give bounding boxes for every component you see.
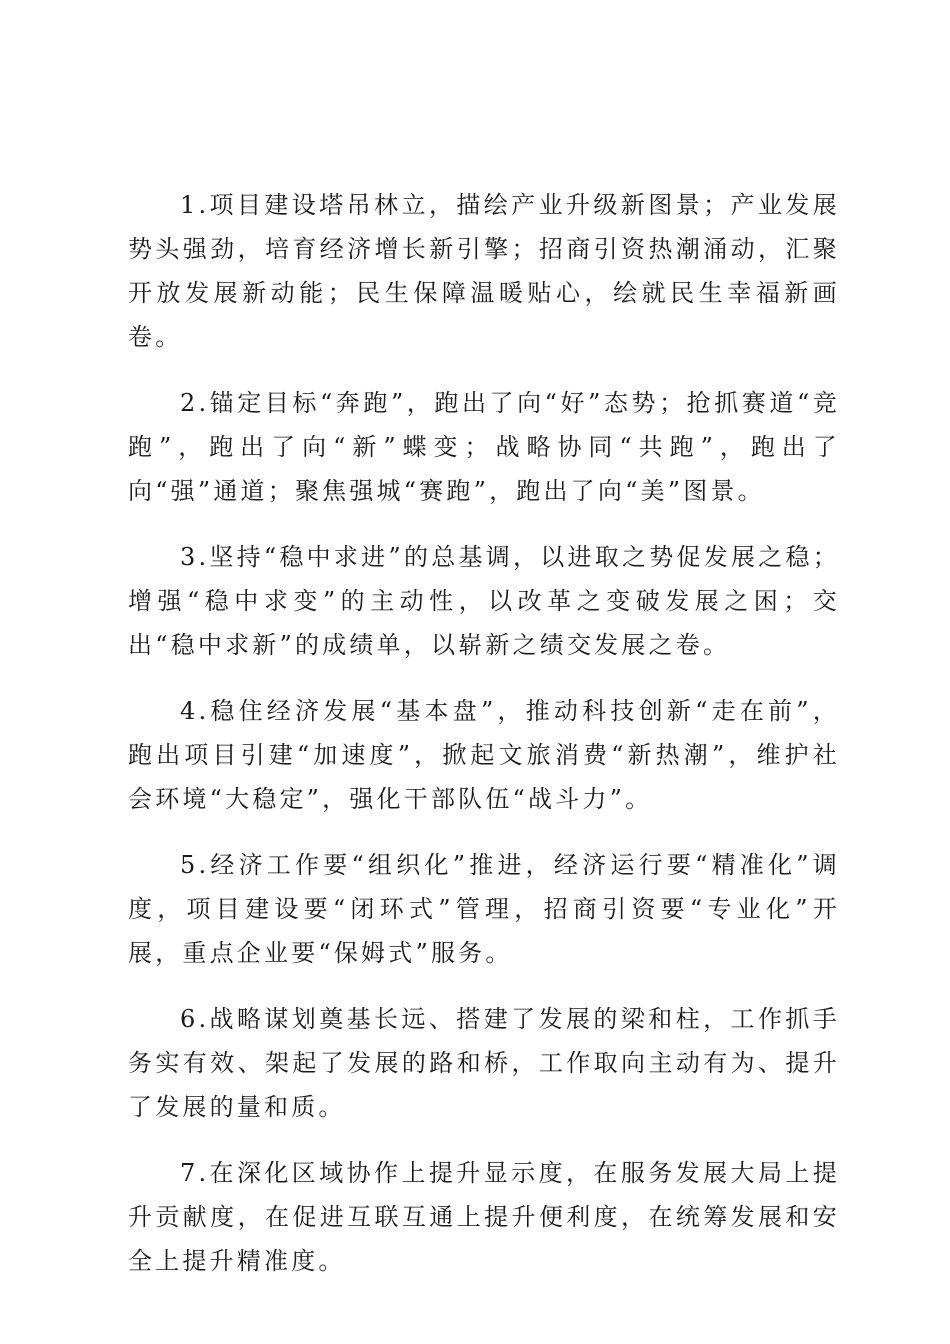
paragraph-7: 7.在深化区域协作上提升显示度，在服务发展大局上提升贡献度，在促进互联互通上提升便利度，在统筹发展和安全上提升精准度。	[128, 1159, 840, 1275]
paragraph-6: 6.战略谋划奠基长远、搭建了发展的梁和柱，工作抓手务实有效、架起了发展的路和桥，工作取向主动有为、提升了发展的量和质。	[128, 1005, 840, 1121]
document-body	[128, 183, 840, 1305]
paragraph-1: 1.项目建设塔吊林立，描绘产业升级新图景；产业发展势头强劲，培育经济增长新引擎；招商引资热潮涌动，汇聚开放发展新动能；民生保障温暖贴心，绘就民生幸福新画卷。	[128, 191, 840, 351]
paragraph-5: 5.经济工作要“组织化”推进，经济运行要“精准化”调度，项目建设要“闭环式”管理，招商引资要“专业化”开展，重点企业要“保姆式”服务。	[128, 851, 840, 967]
paragraph-2: 2.锚定目标“奔跑”，跑出了向“好”态势；抢抓赛道“竞跑”，跑出了向“新”蝶变；战略协同“共跑”，跑出了向“强”通道；聚焦强城“赛跑”，跑出了向“美”图景。	[128, 389, 840, 505]
paragraph-4: 4.稳住经济发展“基本盘”，推动科技创新“走在前”，跑出项目引建“加速度”，掀起文旅消费“新热潮”，维护社会环境“大稳定”，强化干部队伍“战斗力”。	[128, 697, 840, 813]
paragraph-3: 3.坚持“稳中求进”的总基调，以进取之势促发展之稳；增强“稳中求变”的主动性，以改革之变破发展之困；交出“稳中求新”的成绩单，以崭新之绩交发展之卷。	[128, 543, 840, 659]
